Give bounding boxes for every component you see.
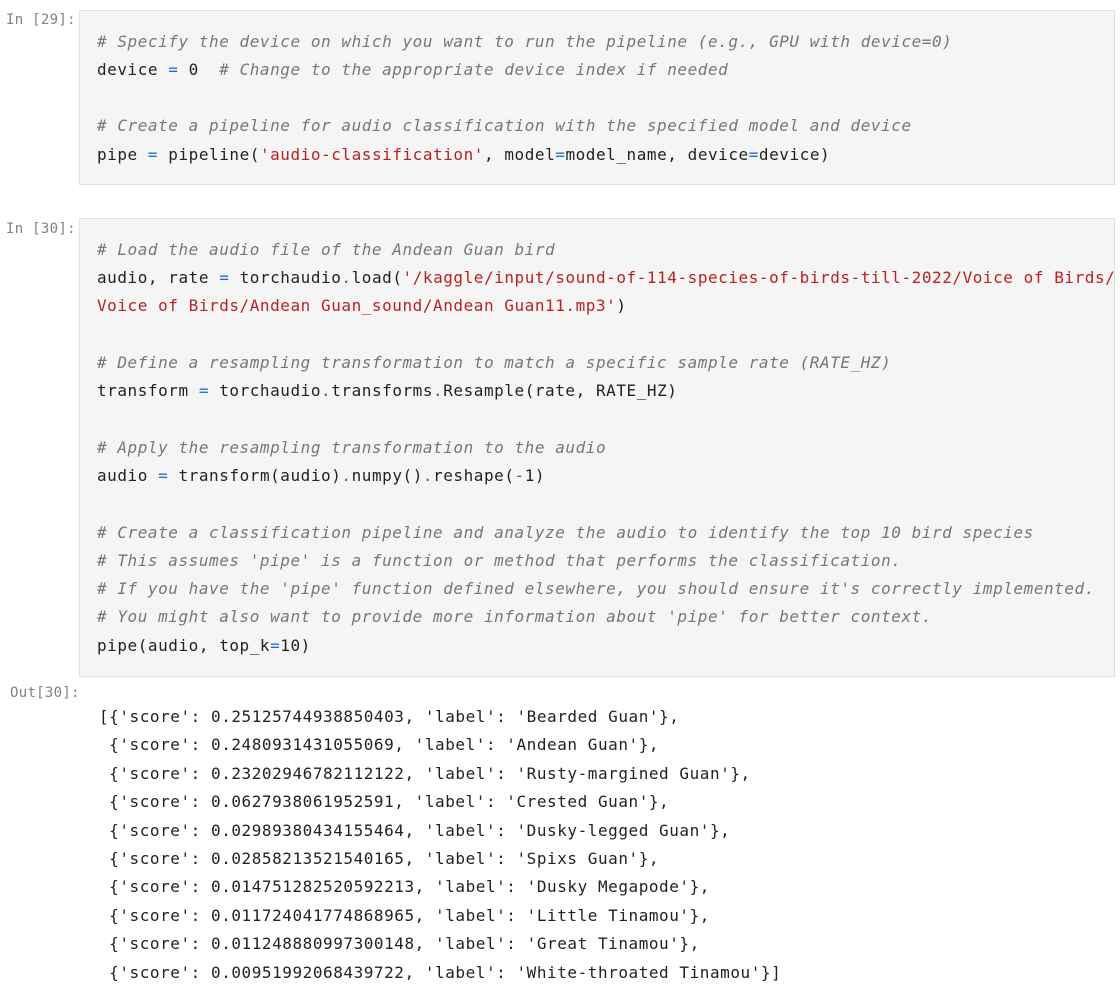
output-line: {'score': 0.00951992068439722, 'label': 'White-throated Tinamou'}] [99, 962, 782, 982]
code-token: , model [483, 145, 556, 164]
code-token: # This assumes 'pipe' is a function or method that performs the classification. [97, 551, 902, 570]
code-line [97, 236, 555, 264]
code-input-area-29[interactable] [79, 10, 1115, 185]
code-token: # Create a classification pipeline and analyze the audio to identify the top 10 bird species [97, 523, 1034, 542]
code-token: Voice of Birds/Andean Guan_sound/Andean Guan11.mp3' [97, 296, 617, 315]
output-line: {'score': 0.014751282520592213, 'label': 'Dusky Megapode'}, [99, 877, 710, 897]
code-token: = [748, 145, 759, 164]
code-token: = [147, 145, 159, 164]
code-line [97, 349, 891, 377]
code-token: audio, rate [97, 268, 220, 287]
code-token: # Create a pipeline for audio classification with the specified model and device [97, 116, 912, 135]
output-line: {'score': 0.23202946782112122, 'label': 'Rusty-margined Guan'}, [99, 763, 751, 783]
input-prompt-29: In [29]: [6, 12, 76, 28]
code-token: ) [616, 296, 627, 315]
code-line [97, 575, 1095, 603]
code-token: '/kaggle/input/sound-of-114-species-of-birds-till-2022/Voice of Birds/ [402, 268, 1116, 287]
output-line: {'score': 0.2480931431055069, 'label': 'Andean Guan'}, [99, 735, 660, 755]
output-line: {'score': 0.0627938061952591, 'label': 'Crested Guan'}, [99, 792, 670, 812]
code-token: torchaudio [209, 381, 322, 400]
code-token: pipeline( [158, 145, 260, 164]
code-token: . [341, 466, 352, 485]
code-line [97, 28, 952, 56]
code-token: # Apply the resampling transformation to the audio [97, 438, 607, 457]
code-line [97, 603, 932, 631]
code-token: transform [97, 381, 199, 400]
code-token: = [168, 60, 179, 79]
code-line [97, 141, 830, 169]
code-token: device) [758, 145, 831, 164]
code-line [97, 292, 627, 320]
code-token: = [198, 381, 210, 400]
code-token: Resample(rate, RATE_HZ) [443, 381, 678, 400]
code-line [97, 632, 311, 660]
code-token: pipe(audio, top_k [97, 636, 271, 655]
code-line [97, 56, 728, 84]
code-token: device [97, 60, 169, 79]
code-token: - [514, 466, 525, 485]
code-token: . [321, 381, 332, 400]
code-token: . [433, 381, 444, 400]
output-line: {'score': 0.02858213521540165, 'label': 'Spixs Guan'}, [99, 849, 660, 868]
code-input-area-30[interactable] [79, 218, 1115, 677]
code-token: # Specify the device on which you want to run the pipeline (e.g., GPU with device=0) [97, 32, 953, 51]
code-token: pipe [97, 145, 148, 164]
code-token: # Change to the appropriate device index if needed [219, 60, 729, 79]
code-token: = [555, 145, 566, 164]
code-token: # If you have the 'pipe' function defined elsewhere, you should ensure it's correctly implemented. [97, 579, 1095, 598]
code-token: 0 [178, 60, 220, 79]
code-token: = [158, 466, 169, 485]
code-token: . [341, 268, 352, 287]
code-line [97, 547, 901, 575]
code-token: = [270, 636, 281, 655]
code-token: reshape( [433, 466, 515, 485]
code-line [97, 112, 912, 140]
output-prompt-30: Out[30]: [10, 685, 80, 701]
output-text-area [99, 703, 1099, 993]
code-token: # Define a resampling transformation to match a specific sample rate (RATE_HZ) [97, 353, 892, 372]
code-line [97, 519, 1034, 547]
code-token: model_name, device [565, 145, 749, 164]
code-token: 'audio-classification' [259, 145, 484, 164]
code-line [97, 264, 1115, 292]
output-line: {'score': 0.011248880997300148, 'label': 'Great Tinamou'}, [99, 934, 700, 954]
code-token: . [422, 466, 434, 485]
output-line: {'score': 0.02989380434155464, 'label': 'Dusky-legged Guan'}, [99, 820, 731, 840]
code-token: # Load the audio file of the Andean Guan bird [97, 240, 556, 259]
code-token: transforms [331, 381, 434, 400]
code-token: audio [97, 466, 159, 485]
code-token: numpy() [351, 466, 423, 485]
code-token: transform(audio) [168, 466, 342, 485]
code-line [97, 434, 606, 462]
input-prompt-30: In [30]: [6, 221, 76, 237]
code-token: 1) [524, 466, 546, 485]
code-token: # You might also want to provide more information about 'pipe' for better context. [97, 607, 932, 626]
output-line: [{'score': 0.25125744938850403, 'label': 'Bearded Guan'}, [99, 707, 680, 726]
code-token: 10) [280, 636, 311, 655]
code-line [97, 462, 545, 490]
code-token: = [219, 268, 230, 287]
output-line: {'score': 0.011724041774868965, 'label': 'Little Tinamou'}, [99, 905, 710, 925]
code-line [97, 377, 677, 405]
code-token: load( [351, 268, 403, 287]
code-token: torchaudio [229, 268, 342, 287]
